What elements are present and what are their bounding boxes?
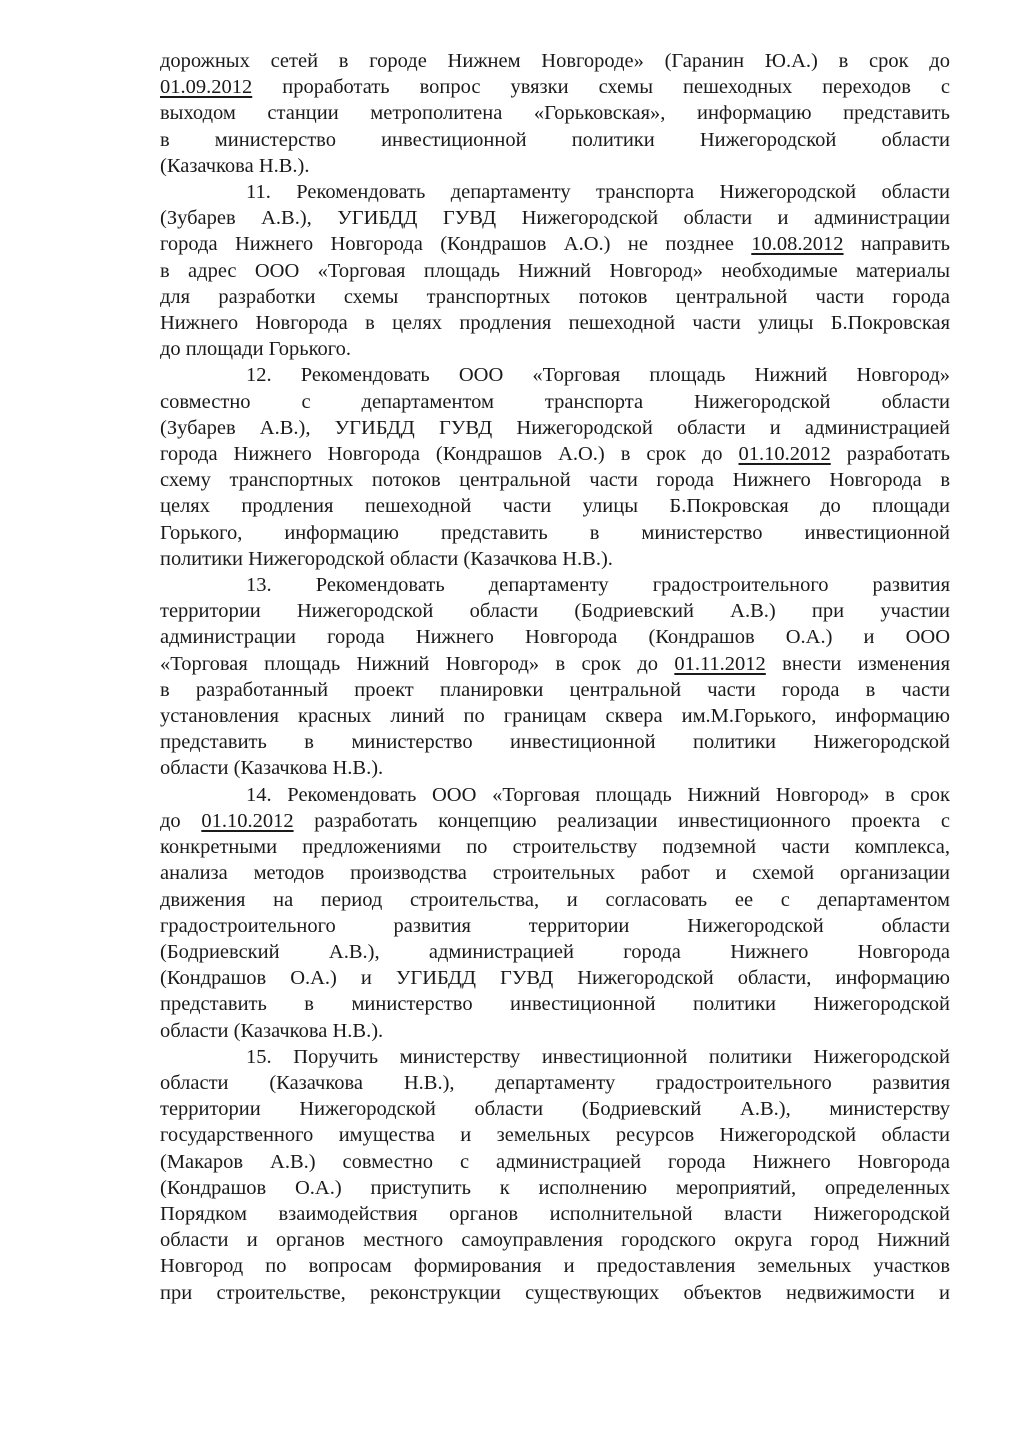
text-line: в адрес ООО «Торговая площадь Нижний Новгород» необходимые материалы <box>160 259 950 282</box>
text-line: Нижнего Новгорода в целях продления пешеходной части улицы Б.Покровская <box>160 312 950 335</box>
text-line: «Торговая площадь Нижний Новгород» в срок до 01.11.2012 внести изменения <box>160 652 951 675</box>
deadline-date: 01.10.2012 <box>738 443 831 466</box>
text-line: градостроительного развития территории Нижегородской области <box>160 914 950 937</box>
text-line: территории Нижегородской области (Бодриевский А.В.) при участии <box>160 600 950 623</box>
text-line: (Зубарев А.В.), УГИБДД ГУВД Нижегородской области и администрации <box>160 207 950 230</box>
text-line: целях продления пешеходной части улицы Б.Покровская до площади <box>160 495 950 518</box>
text-line: (Зубарев А.В.), УГИБДД ГУВД Нижегородской области и администрацией <box>160 416 950 439</box>
text-line: города Нижнего Новгорода (Кондрашов А.О.) в срок до 01.10.2012 разработать <box>160 443 950 466</box>
text-line: до 01.10.2012 разработать концепцию реализации инвестиционного проекта с <box>160 809 951 832</box>
text-line: области (Казачкова Н.В.). <box>160 1019 384 1042</box>
text-line: политики Нижегородской области (Казачкова Н.В.). <box>160 547 613 570</box>
document-page <box>160 48 950 1306</box>
text-line: администрации города Нижнего Новгорода (Кондрашов О.А.) и ООО <box>160 626 950 649</box>
paragraph-11 <box>160 179 950 362</box>
text-line: области (Казачкова Н.В.), департаменту градостроительного развития <box>160 1071 950 1094</box>
paragraph-14 <box>160 782 950 1044</box>
text-line: движения на период строительства, и согласовать ее с департаментом <box>160 888 950 911</box>
deadline-date: 01.10.2012 <box>201 809 294 832</box>
text-line: Горького, информацию представить в министерство инвестиционной <box>160 521 950 544</box>
text-line: в министерство инвестиционной политики Нижегородской области <box>160 128 950 151</box>
paragraph-10-tail <box>160 48 950 179</box>
deadline-date: 01.09.2012 <box>160 76 253 99</box>
text-line: области (Казачкова Н.В.). <box>160 757 384 780</box>
deadline-date: 01.11.2012 <box>674 652 766 675</box>
paragraph-12 <box>160 362 950 572</box>
text-line: 14. Рекомендовать ООО «Торговая площадь Нижний Новгород» в срок <box>246 783 950 806</box>
text-line: представить в министерство инвестиционной политики Нижегородской <box>160 731 950 754</box>
text-line: Новгород по вопросам формирования и предоставления земельных участков <box>160 1255 950 1278</box>
text-line: представить в министерство инвестиционной политики Нижегородской <box>160 993 950 1016</box>
text-line: (Кондрашов О.А.) приступить к исполнению мероприятий, определенных <box>160 1176 950 1199</box>
text-line: для разработки схемы транспортных потоков центральной части города <box>160 285 950 308</box>
text-line: области и органов местного самоуправления городского округа город Нижний <box>160 1229 950 1252</box>
paragraph-13 <box>160 572 950 782</box>
text-line: при строительстве, реконструкции существующих объектов недвижимости и <box>160 1281 950 1304</box>
text-line: установления красных линий по границам сквера им.М.Горького, информацию <box>160 705 950 728</box>
text-line: государственного имущества и земельных ресурсов Нижегородской области <box>160 1124 950 1147</box>
text-line: в разработанный проект планировки центральной части города в части <box>160 678 950 701</box>
text-line: Порядком взаимодействия органов исполнительной власти Нижегородской <box>160 1202 950 1225</box>
text-line: (Казачкова Н.В.). <box>160 154 310 177</box>
text-line: конкретными предложениями по строительству подземной части комплекса, <box>160 836 950 859</box>
text-line: совместно с департаментом транспорта Нижегородской области <box>160 390 950 413</box>
text-line: дорожных сетей в городе Нижнем Новгороде» (Гаранин Ю.А.) в срок до <box>160 50 950 72</box>
text-line: города Нижнего Новгорода (Кондрашов А.О.) не позднее 10.08.2012 направить <box>160 233 950 256</box>
text-line: (Кондрашов О.А.) и УГИБДД ГУВД Нижегородской области, информацию <box>160 967 950 990</box>
text-line: выходом станции метрополитена «Горьковская», информацию представить <box>160 102 950 125</box>
text-line: 13. Рекомендовать департаменту градостроительного развития <box>246 574 950 597</box>
paragraph-15 <box>160 1044 950 1306</box>
text-line: анализа методов производства строительных работ и схемой организации <box>160 862 950 885</box>
text-line: до площади Горького. <box>160 338 352 361</box>
text-line: 01.09.2012 проработать вопрос увязки схемы пешеходных переходов с <box>160 76 950 99</box>
deadline-date: 10.08.2012 <box>751 233 844 256</box>
text-line: (Макаров А.В.) совместно с администрацией города Нижнего Новгорода <box>160 1150 950 1173</box>
text-line: (Бодриевский А.В.), администрацией города Нижнего Новгорода <box>160 940 950 963</box>
text-line: 12. Рекомендовать ООО «Торговая площадь Нижний Новгород» <box>246 364 950 387</box>
text-line: 11. Рекомендовать департаменту транспорта Нижегородской области <box>246 181 950 204</box>
text-line: схему транспортных потоков центральной части города Нижнего Новгорода в <box>160 469 950 492</box>
text-line: 15. Поручить министерству инвестиционной политики Нижегородской <box>246 1045 950 1068</box>
text-line: территории Нижегородской области (Бодриевский А.В.), министерству <box>160 1098 950 1121</box>
